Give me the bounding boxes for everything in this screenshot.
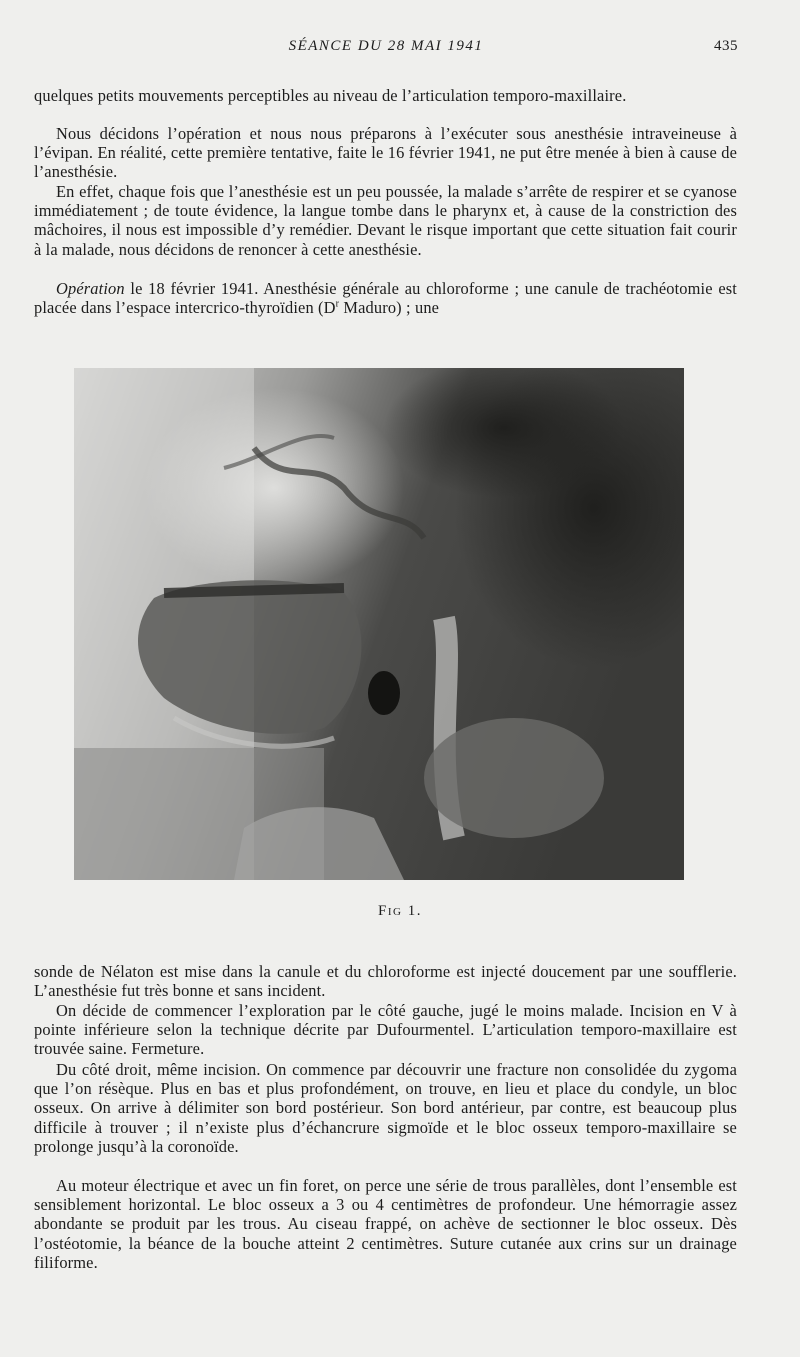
paragraph: Nous décidons l’opération et nous nous préparons à l’exécuter sous anesthésie intraveineuse à l’évipan. En réalité, cette première tentative, faite le 16 février 1941, ne put être menée à bien à cause de l’anesthésie. — [34, 124, 737, 182]
paragraph-lead: Opération — [56, 279, 125, 298]
xray-image — [74, 368, 684, 880]
page-number: 435 — [714, 38, 738, 54]
xray-figure — [74, 368, 684, 880]
paragraph-text: Maduro) ; une — [339, 298, 440, 318]
paragraph — [34, 279, 737, 317]
running-title: SÉANCE DU 28 MAI 1941 — [288, 38, 484, 54]
superscript: r — [335, 298, 340, 310]
paragraph: On décide de commencer l’exploration par le côté gauche, jugé le moins malade. Incision en V à pointe inférieure selon la technique décrite par Dufourmentel. L’articulation temporo-maxillaire est trouvée saine. Fermeture. — [34, 1001, 737, 1059]
paragraph: En effet, chaque fois que l’anesthésie est un peu poussée, la malade s’arrête de respirer et se cyanose immédiatement ; de toute évidence, la langue tombe dans le pharynx et, à cause de la constriction des mâchoires, il nous est impossible d’y remédier. Devant le risque important que cette situation fait courir à la malade, nous décidons de renoncer à cette anesthésie. — [34, 182, 737, 259]
figure-caption: Fig 1. — [378, 903, 422, 919]
paragraph-text: le 18 février 1941. Anesthésie générale au chloroforme ; une canule de trachéotomie est placée dans l’espace intercrico-thyroïdien (D — [34, 279, 737, 318]
paragraph: sonde de Nélaton est mise dans la canule et du chloroforme est injecté doucement par une soufflerie. L’anesthésie fut très bonne et sans incident. — [34, 962, 737, 1001]
running-header — [34, 38, 738, 60]
paragraph: quelques petits mouvements perceptibles au niveau de l’articulation temporo-maxillaire. — [34, 86, 627, 105]
paragraph: Du côté droit, même incision. On commence par découvrir une fracture non consolidée du zygoma que l’on résèque. Plus en bas et plus profondément, on trouve, en lieu et place du condyle, un bloc osseux. On arrive à délimiter son bord postérieur. Son bord antérieur, par contre, est beaucoup plus difficile à trouver ; il n’existe plus d’échancrure sigmoïde et le bloc osseux temporo-maxillaire se prolonge jusqu’à la coronoïde. — [34, 1060, 737, 1156]
paragraph: Au moteur électrique et avec un fin foret, on perce une série de trous parallèles, dont l’ensemble est sensiblement horizontal. Le bloc osseux a 3 ou 4 centimètres de profondeur. Une hémorragie assez abondante se produit par les trous. Au ciseau frappé, on achève de sectionner le bloc osseux. Dès l’ostéotomie, la béance de la bouche atteint 2 centimètres. Suture cutanée aux crins sur un drainage filiforme. — [34, 1176, 737, 1272]
